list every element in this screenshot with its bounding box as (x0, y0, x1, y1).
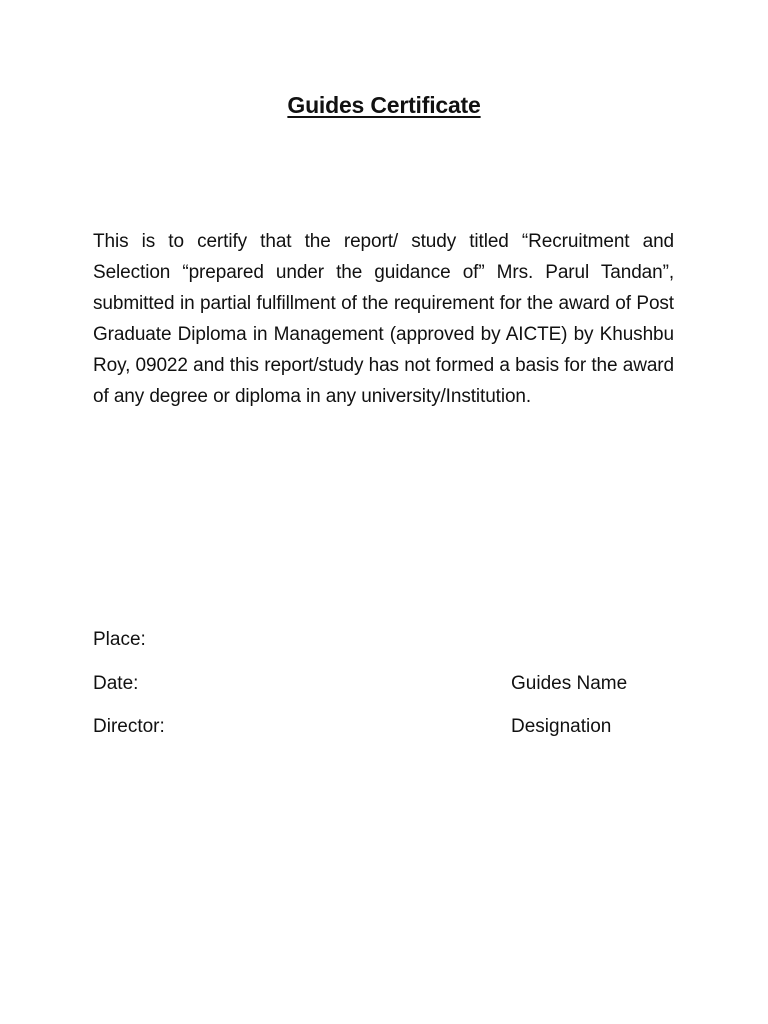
place-label: Place: (93, 629, 146, 650)
guide-name-label: Guides Name (511, 673, 628, 694)
date-label: Date: (93, 673, 139, 694)
designation-label: Designation (511, 716, 612, 737)
certificate-body: This is to certify that the report/ study titled “Recruitment and Selection “prepared under the guidance of” Mrs. Parul Tandan”, submitted in partial fulfillment of the requirement for the award of Post Graduate Diploma in Management (approved by AICTE) by Khushbu Roy, 09022 and this report/study has not formed a basis for the award of any degree or diploma in any university/Institution. (93, 231, 674, 407)
document-title: Guides Certificate (287, 92, 481, 118)
director-label: Director: (93, 716, 165, 737)
